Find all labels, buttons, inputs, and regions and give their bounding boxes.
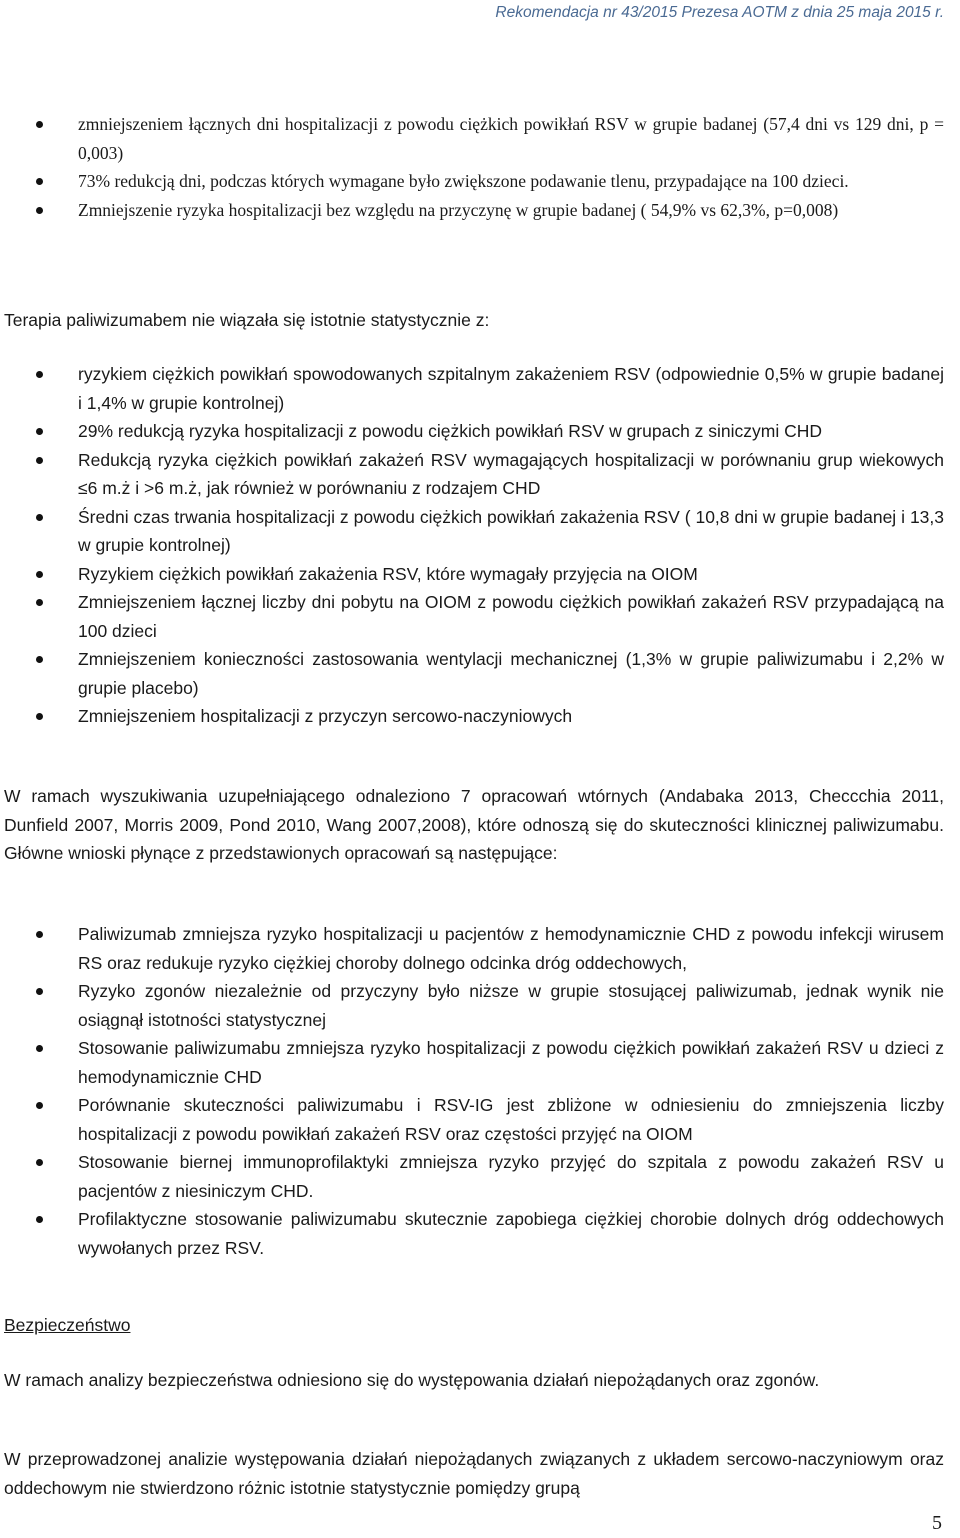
paragraph-adverse-events: W przeprowadzonej analizie występowania działań niepożądanych związanych z układem sercowo-naczyniowym oraz oddechowym nie stwierdzono różnic istotnie statystycznie pomiędzy grupą [4,1449,944,1498]
list-item-text: 29% redukcją ryzyka hospitalizacji z powodu ciężkich powikłań RSV w grupach z siniczymi CHD [78,421,823,441]
list-item-text: Ryzyko zgonów niezależnie od przyczyny było niższe w grupie stosującej paliwizumab, jednak wynik nie osiągnął istotności statystycznej [78,981,944,1030]
bullet-icon [36,571,43,578]
bullet-icon [36,428,43,435]
bullet-icon [36,178,43,185]
list-item-text: Profilaktyczne stosowanie paliwizumabu skutecznie zapobiega ciężkiej chorobie dolnych dróg oddechowych wywołanych przez RSV. [78,1209,944,1258]
list-item-text: Zmniejszeniem konieczności zastosowania wentylacji mechanicznej (1,3% w grupie paliwizumabu i 2,2% w grupie placebo) [78,649,944,698]
bullet-icon [36,371,43,378]
list-item [0,1148,960,1205]
list-item [0,588,960,645]
bullet-icon [36,514,43,521]
document-header: Rekomendacja nr 43/2015 Prezesa AOTM z dnia 25 maja 2015 r. [495,4,944,21]
bullet-icon [36,1216,43,1223]
paragraph-non-significant-intro: Terapia paliwizumabem nie wiązała się istotnie statystycznie z: [4,310,490,330]
list-item [0,360,960,417]
page-number: 5 [932,1512,942,1534]
list-item [0,110,960,167]
list-item [0,560,960,589]
bullet-icon [36,931,43,938]
list-item [0,1205,960,1262]
list-item-text: Ryzykiem ciężkich powikłań zakażenia RSV, które wymagały przyjęcia na OIOM [78,563,698,584]
bullet-icon [36,988,43,995]
bullet-icon [36,1102,43,1109]
list-item [0,645,960,702]
list-item [0,1034,960,1091]
list-item [0,1091,960,1148]
list-item [0,196,960,225]
bullet-icon [36,457,43,464]
list-item-text: Stosowanie biernej immunoprofilaktyki zmniejsza ryzyko przyjęć do szpitala z powodu zakażeń RSV u pacjentów z niesiniczym CHD. [78,1152,944,1201]
section-heading: Bezpieczeństwo [4,1315,131,1335]
bullet-icon [36,207,43,214]
list-item-text: Zmniejszeniem hospitalizacji z przyczyn sercowo-naczyniowych [78,706,573,726]
bullet-icon [36,1159,43,1166]
non-significant-list [0,360,960,731]
list-item-text: Paliwizumab zmniejsza ryzyko hospitalizacji u pacjentów z hemodynamicznie CHD z powodu infekcji wirusem RS oraz redukuje ryzyko ciężkiej choroby dolnego odcinka dróg oddechowych, [78,924,944,973]
bullet-icon [36,713,43,720]
list-item-text: Zmniejszenie ryzyka hospitalizacji bez względu na przyczynę w grupie badanej ( 54,9% vs 62,3%, p=0,008) [78,199,839,220]
list-item [0,446,960,503]
list-item-text: Porównanie skuteczności paliwizumabu i RSV-IG jest zbliżone w odniesieniu do zmniejszenia liczby hospitalizacji z powodu powikłań zakażeń RSV oraz częstości przyjęć na OIOM [78,1095,944,1144]
bullet-icon [36,656,43,663]
list-item [0,920,960,977]
list-item [0,702,960,731]
bullet-icon [36,599,43,606]
bullet-icon [36,1045,43,1052]
list-item-text: Średni czas trwania hospitalizacji z powodu ciężkich powikłań zakażenia RSV ( 10,8 dni w grupie badanej i 13,3 w grupie kontrolnej) [78,506,944,555]
paragraph-safety-intro: W ramach analizy bezpieczeństwa odniesiono się do występowania działań niepożądanych oraz zgonów. [4,1370,820,1390]
list-item-text: Zmniejszeniem łącznej liczby dni pobytu na OIOM z powodu ciężkich powikłań zakażeń RSV przypadającą na 100 dzieci [78,592,944,641]
list-item [0,167,960,196]
list-item-text: 73% redukcją dni, podczas których wymagane było zwiększone podawanie tlenu, przypadające na 100 dzieci. [78,171,849,191]
list-item [0,977,960,1034]
list-item-text: zmniejszeniem łącznych dni hospitalizacji z powodu ciężkich powikłań RSV w grupie badanej (57,4 dni vs 129 dni, p = 0,003) [78,114,944,163]
list-item [0,503,960,560]
outcomes-list [0,110,960,224]
list-item-text: Stosowanie paliwizumabu zmniejsza ryzyko hospitalizacji z powodu ciężkich powikłań zakażeń RSV u dzieci z hemodynamicznie CHD [78,1038,944,1087]
list-item-text: ryzykiem ciężkich powikłań spowodowanych szpitalnym zakażeniem RSV (odpowiednie 0,5% w grupie badanej i 1,4% w grupie kontrolnej) [78,364,944,413]
list-item-text: Redukcją ryzyka ciężkich powikłań zakażeń RSV wymagających hospitalizacji w porównaniu grup wiekowych ≤6 m.ż i >6 m.ż, jak również w porównaniu z rodzajem CHD [78,449,944,498]
paragraph-secondary-studies: W ramach wyszukiwania uzupełniającego odnaleziono 7 opracowań wtórnych (Andabaka 2013, Checcchia 2011, Dunfield 2007, Morris 2009, Pond 2010, Wang 2007,2008), które odnoszą się do skuteczności klinicznej paliwizumabu. Główne wnioski płynące z przedstawionych opracowań są następujące: [4,786,944,863]
bullet-icon [36,121,43,128]
conclusions-list [0,920,960,1262]
list-item [0,417,960,446]
